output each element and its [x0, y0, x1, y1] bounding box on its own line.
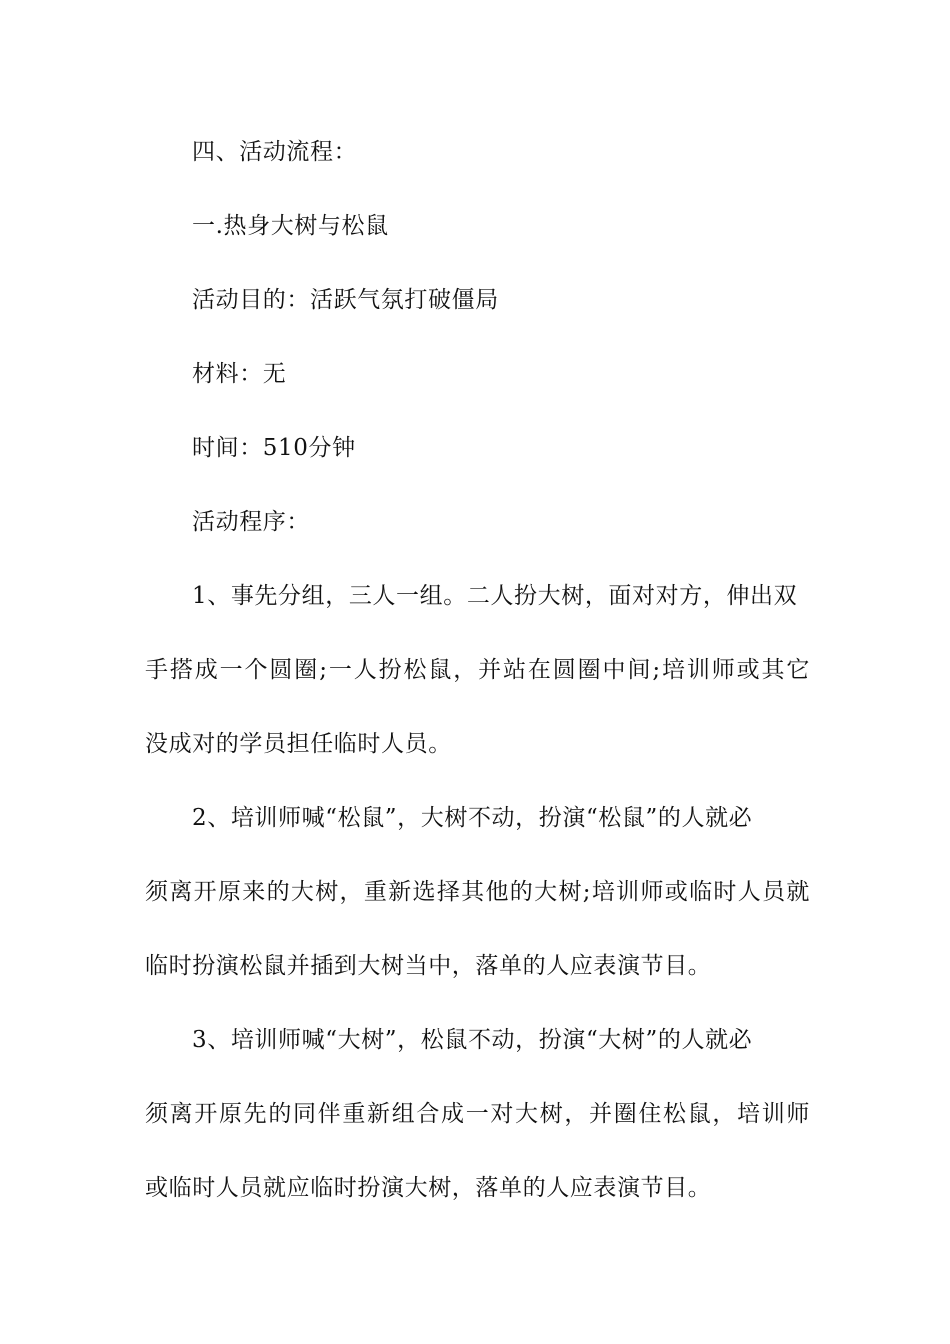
procedure-step-2	[145, 794, 810, 1016]
procedure-step-1	[145, 572, 810, 794]
procedure-step-2-line-2: 须离开原来的大树，重新选择其他的大树;培训师或临时人员就	[145, 879, 810, 905]
procedure-step-3-line-3: 或临时人员就应临时扮演大树，落单的人应表演节目。	[145, 1175, 712, 1201]
procedure-step-3-line-2: 须离开原先的同伴重新组合成一对大树，并圈住松鼠，培训师	[145, 1101, 810, 1127]
procedure-step-1-line-3: 没成对的学员担任临时人员。	[145, 731, 452, 757]
procedure-step-1-line-1: 1、事先分组，三人一组。二人扮大树，面对对方，伸出双	[192, 583, 798, 609]
procedure-step-3	[145, 1016, 810, 1238]
activity-time: 时间：510分钟	[192, 435, 356, 461]
subsection-heading-warmup: 一.热身大树与松鼠	[192, 213, 389, 239]
procedure-step-1-line-2: 手搭成一个圆圈;一人扮松鼠，并站在圆圈中间;培训师或其它	[145, 657, 810, 683]
section-heading-activity-process: 四、活动流程：	[192, 139, 358, 165]
activity-purpose: 活动目的：活跃气氛打破僵局	[192, 287, 499, 313]
activity-process-section	[145, 128, 810, 1238]
procedure-step-2-line-3: 临时扮演松鼠并插到大树当中，落单的人应表演节目。	[145, 953, 712, 979]
procedure-step-3-line-1: 3、培训师喊“大树”，松鼠不动，扮演“大树”的人就必	[192, 1027, 753, 1053]
activity-materials: 材料：无	[192, 361, 287, 387]
procedure-step-2-line-1: 2、培训师喊“松鼠”，大树不动，扮演“松鼠”的人就必	[192, 805, 753, 831]
activity-procedure-heading: 活动程序：	[192, 509, 310, 535]
